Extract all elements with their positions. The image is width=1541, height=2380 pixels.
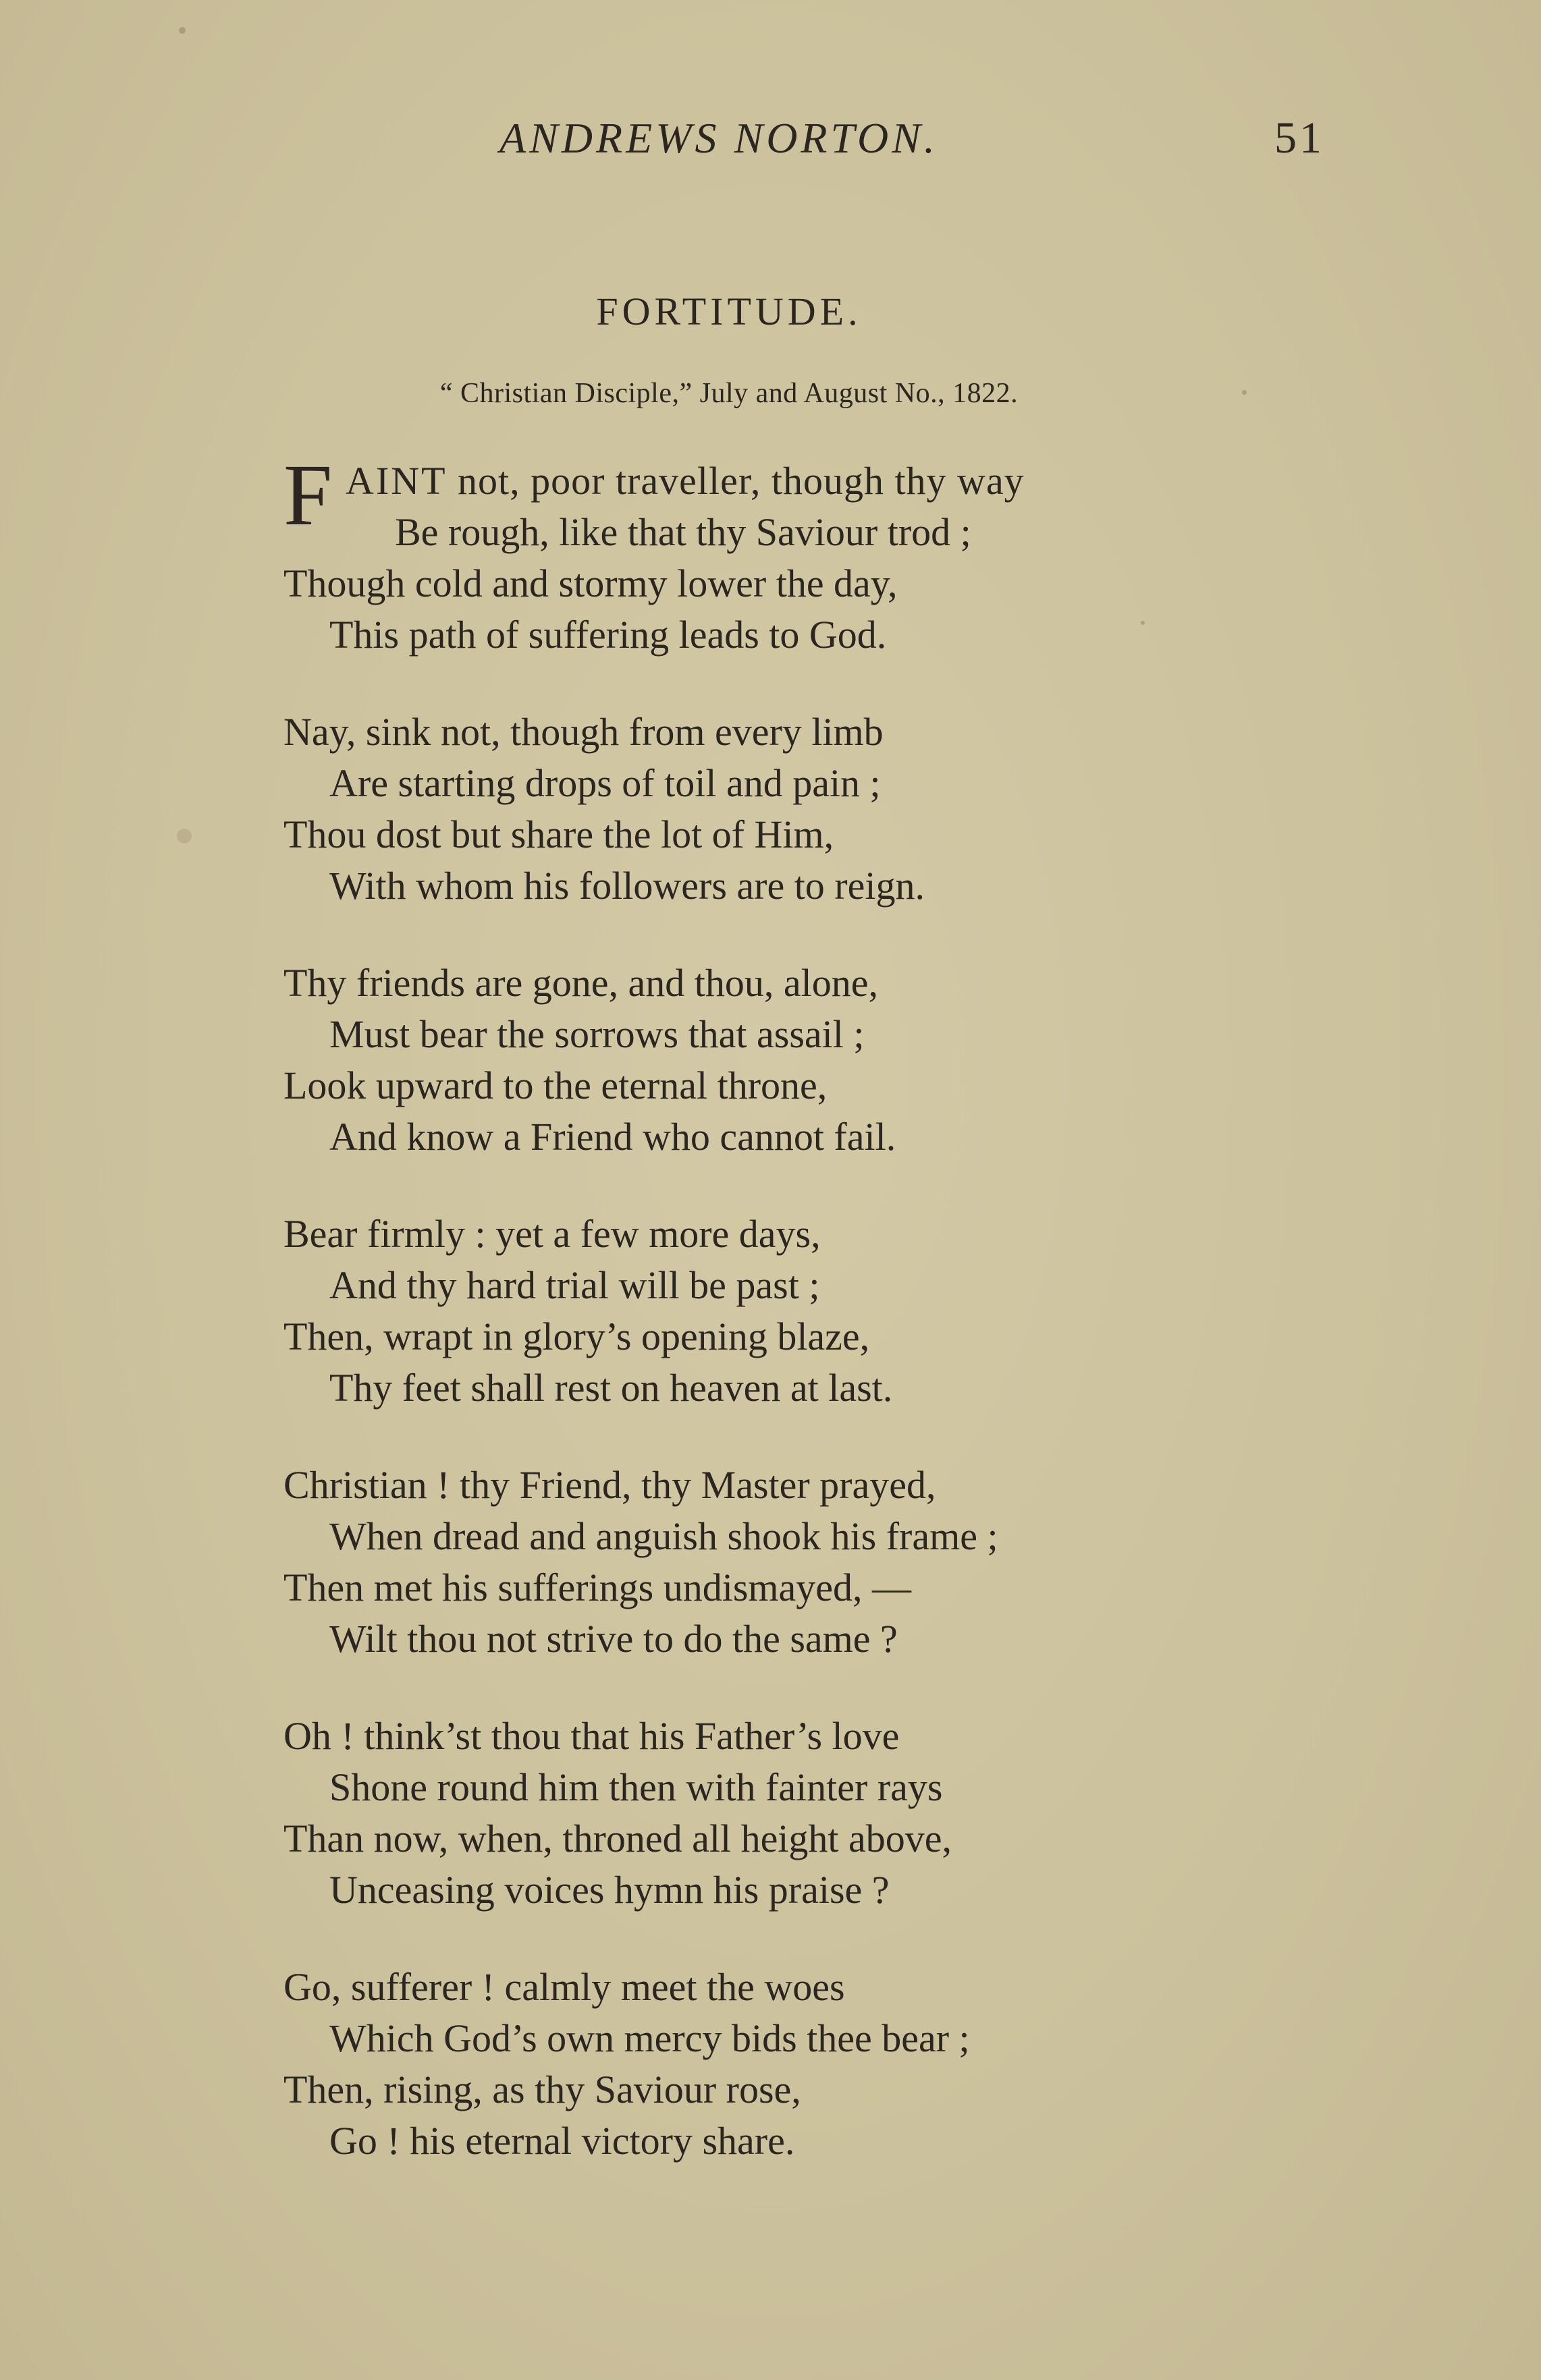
stanza-4 [283,1209,1485,1414]
stanza-3 [283,958,1485,1163]
poem-line-3-4: And know a Friend who cannot fail. [329,1115,896,1159]
poem-line-5-1: Christian ! thy Friend, thy Master prayed, [283,1463,936,1507]
poem-line-7-2: Which God’s own mercy bids thee bear ; [329,2016,970,2060]
poem-line-2-3: Thou dost but share the lot of Him, [283,812,834,856]
poem-line-1-3: Though cold and stormy lower the day, [283,561,898,605]
poem-source: “ Christian Disciple,” July and August No., 1822. [439,378,1019,409]
first-line-rest: not, poor traveller, though thy way [447,459,1025,503]
poem-line-4-1: Bear firmly : yet a few more days, [283,1212,821,1256]
poem-line-1-4: This path of suffering leads to God. [329,613,887,657]
poem-title: FORTITUDE. [596,289,862,333]
poem-line-7-4: Go ! his eternal victory share. [329,2119,795,2163]
drop-cap: F [283,447,333,544]
poem-line-1-2: Be rough, like that thy Saviour trod ; [395,510,971,554]
stanza-6 [283,1711,1485,1916]
poem-line-6-4: Unceasing voices hymn his praise ? [329,1868,890,1912]
stanza-7 [283,1962,1485,2167]
poem-line-2-4: With whom his followers are to reign. [329,864,925,908]
poem-line-7-3: Then, rising, as thy Saviour rose, [283,2068,801,2111]
paper-speck [177,829,192,843]
poem-line-3-2: Must bear the sorrows that assail ; [329,1012,865,1056]
running-head [0,108,1541,169]
poem-line-5-4: Wilt thou not strive to do the same ? [329,1617,898,1661]
poem-body [283,447,1485,2213]
poem-line-2-1: Nay, sink not, though from every limb [283,710,884,754]
poem-line-4-4: Thy feet shall rest on heaven at last. [329,1366,893,1410]
stanza-5 [283,1460,1485,1665]
stanza-2 [283,707,1485,912]
poem-line-3-3: Look upward to the eternal throne, [283,1063,828,1107]
running-title: ANDREWS NORTON. [499,114,938,162]
poem-line-5-2: When dread and anguish shook his frame ; [329,1514,998,1558]
stanza-1 [283,447,1485,661]
poem-line-6-3: Than now, when, throned all height above, [283,1817,952,1860]
poem-line-4-2: And thy hard trial will be past ; [329,1263,820,1307]
poem-line-2-2: Are starting drops of toil and pain ; [329,761,881,805]
poem-line-4-3: Then, wrapt in glory’s opening blaze, [283,1314,870,1358]
poem-line-3-1: Thy friends are gone, and thou, alone, [283,961,878,1005]
paper-speck [1141,621,1145,625]
first-line-caps: AINT [346,459,448,503]
paper-speck [1242,390,1247,395]
paper-speck [179,27,186,34]
poem-line-6-2: Shone round him then with fainter rays [329,1765,943,1809]
poem-line-5-3: Then met his sufferings undismayed, — [283,1566,912,1609]
poem-line-7-1: Go, sufferer ! calmly meet the woes [283,1965,845,2009]
page-number: 51 [1274,113,1324,163]
poem-line-6-1: Oh ! think’st thou that his Father’s love [283,1714,900,1758]
